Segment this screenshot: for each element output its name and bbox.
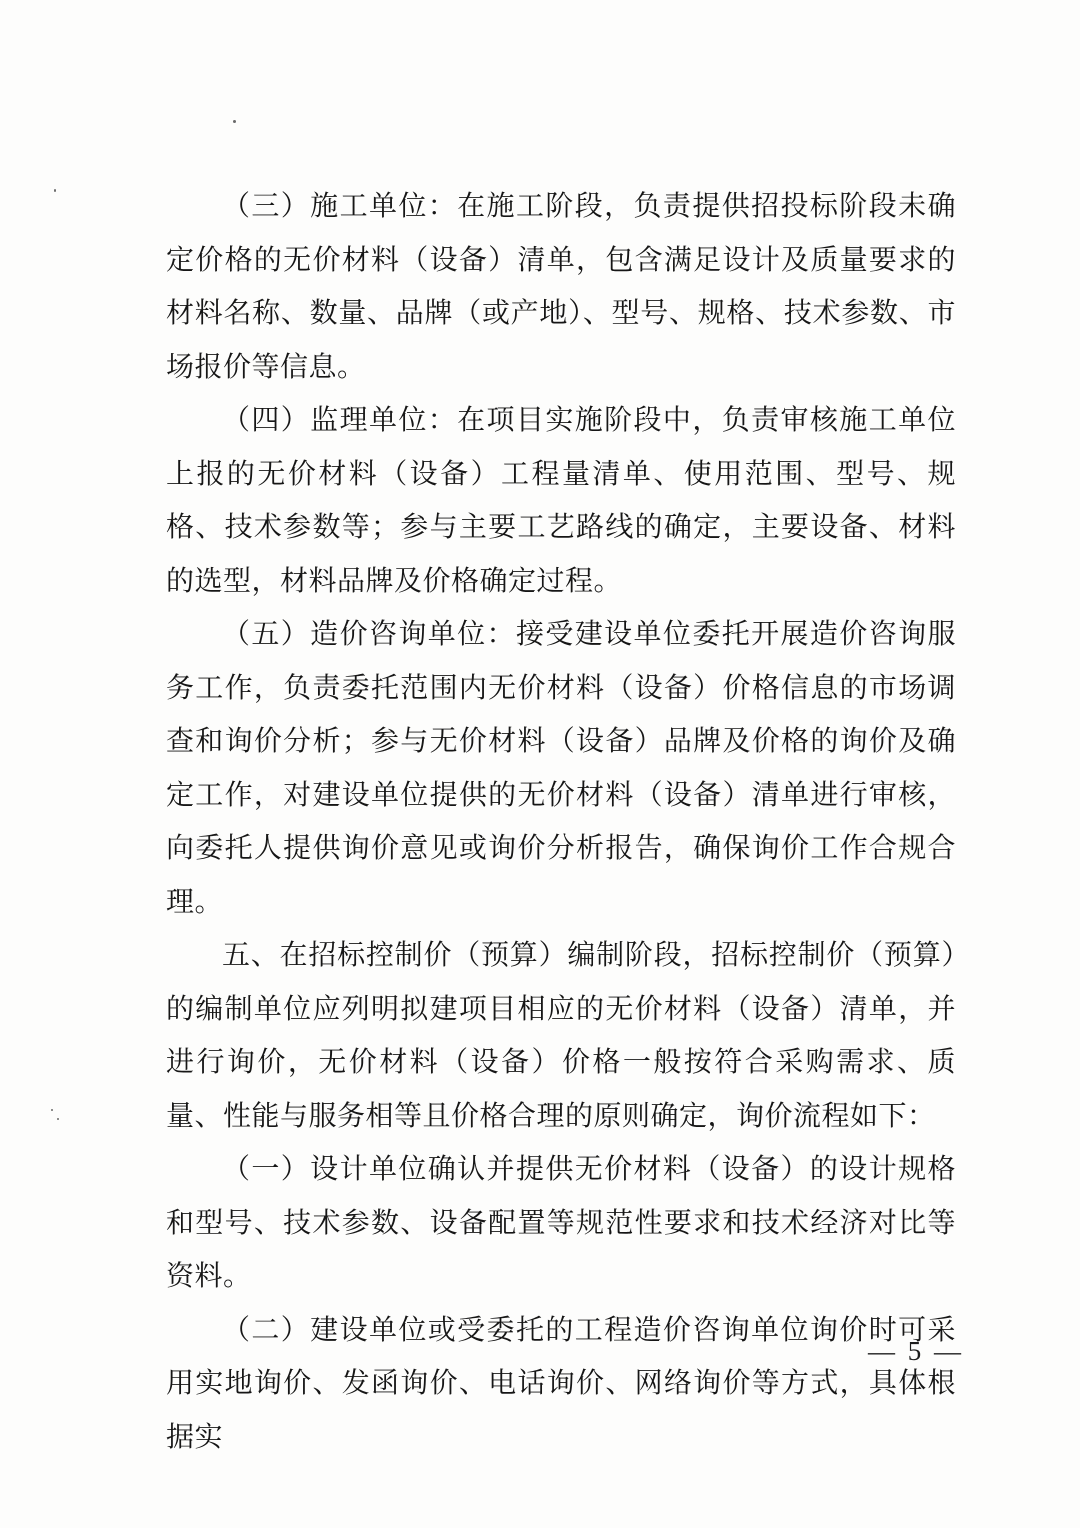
- paragraph-item-2-inquiry-methods: （二）建设单位或受委托的工程造价咨询单位询价时可采用实地询价、发函询价、电话询价、网络询价等方式，具体根据实: [166, 1314, 956, 1453]
- scan-speck: [233, 120, 236, 123]
- paragraph-item-4-supervision-unit: （四）监理单位：在项目实施阶段中，负责审核施工单位上报的无价材料（设备）工程量清单、使用范围、型号、规格、技术参数等；参与主要工艺路线的确定，主要设备、材料的选型，材料品牌及价格确定过程。: [166, 405, 956, 597]
- document-body: [166, 180, 956, 1464]
- paragraph-item-5-cost-consulting-unit: （五）造价咨询单位：接受建设单位委托开展造价咨询服务工作，负责委托范围内无价材料（设备）价格信息的市场调查和询价分析；参与无价材料（设备）品牌及价格的询价及确定工作，对建设单位提供的无价材料（设备）清单进行审核，向委托人提供询价意见或询价分析报告，确保询价工作合规合理。: [166, 619, 956, 918]
- scan-speck: [51, 1109, 53, 1111]
- scan-speck: [57, 1118, 59, 1120]
- paragraph-section-5-bid-control-price: 五、在招标控制价（预算）编制阶段，招标控制价（预算）的编制单位应列明拟建项目相应的无价材料（设备）清单，并进行询价，无价材料（设备）价格一般按符合采购需求、质量、性能与服务相等且价格合理的原则确定，询价流程如下：: [166, 940, 956, 1132]
- paragraph-item-3-construction-unit: （三）施工单位：在施工阶段，负责提供招投标阶段未确定价格的无价材料（设备）清单，包含满足设计及质量要求的材料名称、数量、品牌（或产地）、型号、规格、技术参数、市场报价等信息。: [166, 191, 956, 383]
- scan-speck: [54, 189, 56, 192]
- paragraph-item-1-design-unit: （一）设计单位确认并提供无价材料（设备）的设计规格和型号、技术参数、设备配置等规范性要求和技术经济对比等资料。: [166, 1154, 956, 1292]
- page-number: — 5 —: [868, 1336, 964, 1366]
